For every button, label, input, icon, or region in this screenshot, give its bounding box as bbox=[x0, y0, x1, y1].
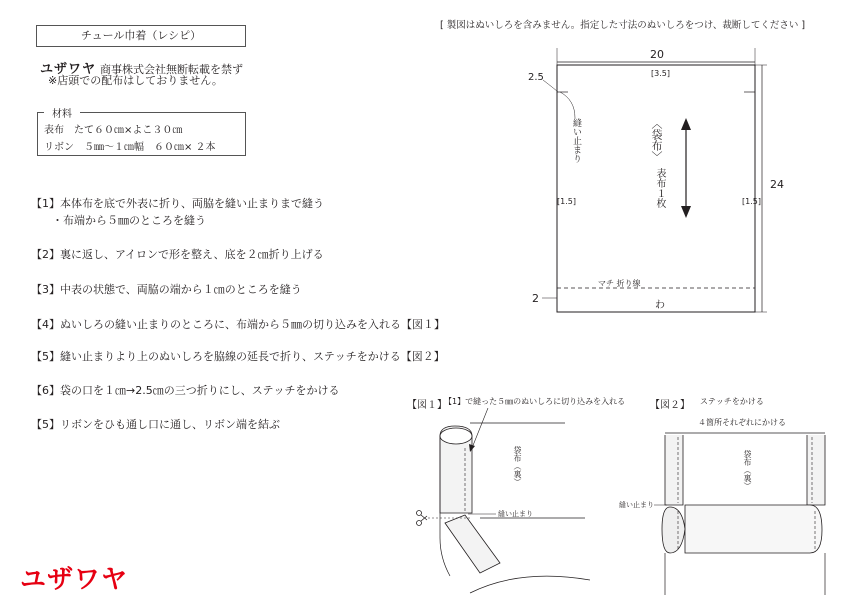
step-4: 【4】ぬいしろの縫い止まりのところに、布端から５㎜の切り込みを入れる【図１】 bbox=[31, 318, 445, 331]
stop-label-vertical: 縫い止まり bbox=[571, 118, 581, 163]
materials-label: 材料 bbox=[44, 105, 80, 120]
width-label: 20 bbox=[650, 48, 664, 61]
side-left-label: [1.5] bbox=[557, 197, 576, 206]
fig1-diagram bbox=[410, 408, 590, 595]
step-1: 【1】本体布を底で外表に折り、両脇を縫い止まりまで縫う bbox=[31, 197, 324, 210]
material-item: 表布 たて６０㎝×よこ３０㎝ bbox=[44, 125, 183, 136]
scissors-icon bbox=[417, 511, 428, 526]
step-1-sub: ・布端から５㎜のところを縫う bbox=[52, 214, 206, 227]
fig1-stop-label: 縫い止まり bbox=[498, 510, 533, 518]
fig1-bag-label: 袋布（裏） bbox=[513, 446, 522, 486]
piece-name-label: 〈袋布〉 bbox=[650, 118, 663, 162]
fig2-title: 【図２】 bbox=[650, 400, 690, 411]
fig2-stop-label: 縫い止まり bbox=[619, 501, 654, 509]
fig2-bag-label: 袋布（裏） bbox=[743, 450, 752, 490]
wa-label: わ bbox=[655, 300, 665, 311]
top-allowance-label: 2.5 bbox=[528, 72, 544, 83]
pattern-notice: [ 製図はぬいしろを含みません。指定した寸法のぬいしろをつけ、裁断してください ] bbox=[440, 20, 806, 31]
step-6: 【6】袋の口を１㎝→2.5㎝の三つ折りにし、ステッチをかける bbox=[31, 384, 340, 397]
material-item: リボン ５㎜〜１㎝幅 ６０㎝× ２本 bbox=[44, 142, 216, 153]
fig2-diagram bbox=[610, 425, 842, 595]
height-label: 24 bbox=[770, 178, 784, 191]
store-notice: ※店頭での配布はしておりません。 bbox=[48, 74, 223, 87]
fig2-right-allowance bbox=[807, 435, 825, 505]
fold-line-label: マチ 折り線 bbox=[598, 279, 641, 288]
folded-allowance bbox=[445, 515, 500, 573]
piece-quantity-label: 表布１枚 bbox=[654, 168, 665, 208]
step-7: 【5】リボンをひも通し口に通し、リボン端を結ぶ bbox=[31, 418, 280, 431]
top-margin-label: [3.5] bbox=[651, 69, 670, 78]
fig2-hem-band bbox=[685, 505, 822, 553]
step-2: 【2】裏に返し、アイロンで形を整え、底を２㎝折り上げる bbox=[31, 248, 324, 261]
fig1-title: 【図１】 bbox=[407, 400, 447, 411]
copyright-text: 商事株式会社無断転載を禁ず bbox=[100, 63, 244, 76]
recipe-title: チュール巾着（レシピ） bbox=[36, 25, 246, 47]
brand-logo-small: ユザワヤ bbox=[40, 62, 97, 77]
fig2-left-allowance bbox=[665, 435, 683, 505]
brand-logo: ユザワヤ bbox=[20, 565, 129, 595]
step-3: 【3】中表の状態で、両脇の端から１㎝のところを縫う bbox=[31, 283, 302, 296]
fig2-caption2: ４箇所それぞれにかける bbox=[698, 418, 786, 427]
bottom-allowance-label: 2 bbox=[532, 292, 539, 305]
side-right-label: [1.5] bbox=[742, 197, 761, 206]
fig1-caption: 【1】で縫った５㎜のぬいしろに切り込みを入れる bbox=[444, 397, 626, 406]
fig2-caption: ステッチをかける bbox=[700, 397, 764, 406]
step-5: 【5】縫い止まりより上のぬいしろを脇線の延長で折り、ステッチをかける【図２】 bbox=[31, 350, 445, 363]
